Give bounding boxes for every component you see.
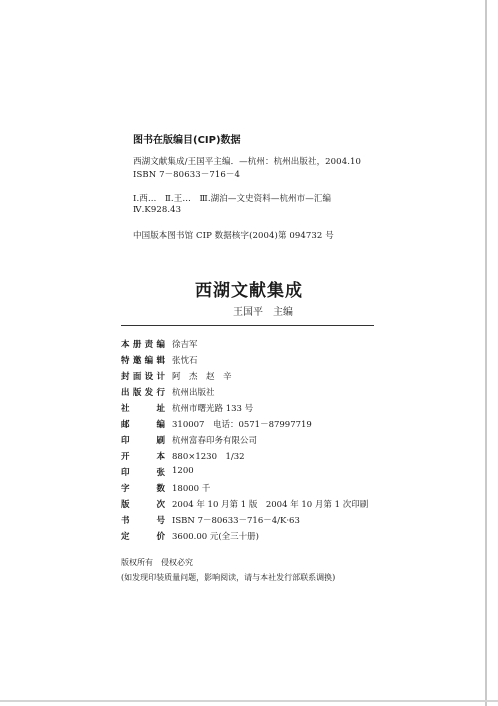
- info-value: 3600.00 元(全三十册): [172, 532, 259, 542]
- info-label: 社址: [121, 404, 165, 414]
- info-label: 开本: [121, 452, 165, 462]
- info-value: 1200: [172, 466, 194, 476]
- info-value: 880×1230 1/32: [172, 452, 245, 462]
- cip-line-2: ISBN 7－80633－716－4: [133, 170, 240, 180]
- info-label: 特邀编辑: [121, 356, 165, 366]
- book-author: 王国平 主编: [233, 307, 293, 318]
- cip-line-3: Ⅰ.西… Ⅱ.王… Ⅲ.湖泊—文史资料—杭州市—汇编: [133, 194, 332, 204]
- info-value: 杭州市曙光路 133 号: [172, 404, 254, 414]
- info-value: 18000 千: [172, 484, 211, 494]
- cip-line-1: 西湖文献集成/王国平主编．—杭州：杭州出版社，2004.10: [133, 157, 362, 167]
- info-value: ISBN 7－80633－716－4/K·63: [172, 516, 300, 526]
- info-value: 310007 电话：0571－87997719: [172, 420, 312, 430]
- info-label: 邮编: [121, 420, 165, 430]
- copyright-notice: 版权所有 侵权必究: [121, 558, 193, 567]
- cip-line-4: Ⅳ.K928.43: [133, 205, 182, 215]
- info-value: 阿 杰 赵 辛: [172, 372, 232, 382]
- book-title: 西湖文献集成: [195, 281, 303, 301]
- page-edge-right: [485, 0, 487, 706]
- info-label: 书号: [121, 516, 165, 526]
- title-rule: [121, 325, 374, 326]
- cip-line-5: 中国版本图书馆 CIP 数据核字(2004)第 094732 号: [133, 231, 334, 241]
- info-value: 张忱石: [172, 356, 198, 366]
- info-value: 杭州富春印务有限公司: [172, 436, 258, 446]
- info-value: 徐吉军: [172, 340, 198, 350]
- info-label: 印刷: [121, 436, 165, 446]
- info-label: 版次: [121, 500, 165, 510]
- info-value: 杭州出版社: [172, 388, 215, 398]
- info-label: 字数: [121, 484, 165, 494]
- info-label: 印张: [121, 468, 165, 478]
- quality-notice: (如发现印装质量问题，影响阅读，请与本社发行部联系调换): [121, 573, 336, 582]
- info-label: 出版发行: [121, 388, 165, 398]
- info-label: 封面设计: [121, 372, 165, 382]
- info-value: 2004 年 10 月第 1 版 2004 年 10 月第 1 次印刷: [172, 500, 369, 510]
- page-edge-bottom: [0, 700, 498, 702]
- cip-title: 图书在版编目(CIP)数据: [133, 135, 241, 146]
- info-label: 定价: [121, 532, 165, 542]
- info-label: 本册责编: [121, 340, 165, 350]
